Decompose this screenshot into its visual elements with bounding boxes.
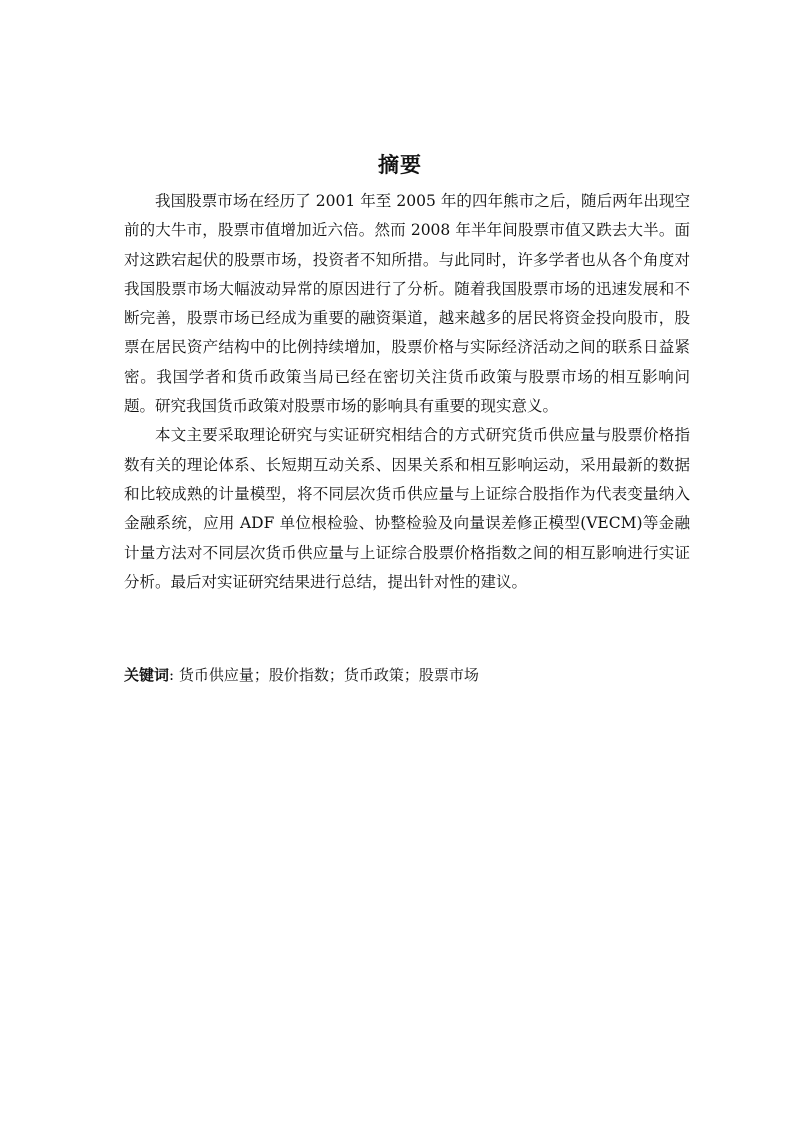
keywords-text: 货币供应量；股价指数；货币政策；股票市场 xyxy=(178,666,479,684)
keywords-line xyxy=(124,662,690,688)
keywords-separator: : xyxy=(169,666,175,684)
keywords-label: 关键词 xyxy=(124,666,170,684)
page-title: 摘要 xyxy=(378,153,422,177)
abstract-paragraph-1: 我国股票市场在经历了 2001 年至 2005 年的四年熊市之后，随后两年出现空前的大牛市，股票市值增加近六倍。然而 2008 年半年间股票市值又跌去大半。面对这跌宕起伏的股票市场，投资者不知所措。与此同时，许多学者也从各个角度对我国股票市场大幅波动异常的原因进行了分析。随着我国股票市场的迅速发展和不断完善，股票市场已经成为重要的融资渠道，越来越多的居民将资金投向股市，股票在居民资产结构中的比例持续增加，股票价格与实际经济活动之间的联系日益紧密。我国学者和货币政策当局已经在密切关注货币政策与股票市场的相互影响问题。研究我国货币政策对股票市场的影响具有重要的现实意义。 xyxy=(124,192,690,416)
abstract-body xyxy=(124,187,690,597)
abstract-paragraph-2: 本文主要采取理论研究与实证研究相结合的方式研究货币供应量与股票价格指数有关的理论体系、长短期互动关系、因果关系和相互影响运动，采用最新的数据和比较成熟的计量模型，将不同层次货币供应量与上证综合股指作为代表变量纳入金融系统，应用 ADF 单位根检验、协整检验及向量误差修正模型(VECM)等金融计量方法对不同层次货币供应量与上证综合股票价格指数之间的相互影响进行实证分析。最后对实证研究结果进行总结，提出针对性的建议。 xyxy=(124,426,690,591)
